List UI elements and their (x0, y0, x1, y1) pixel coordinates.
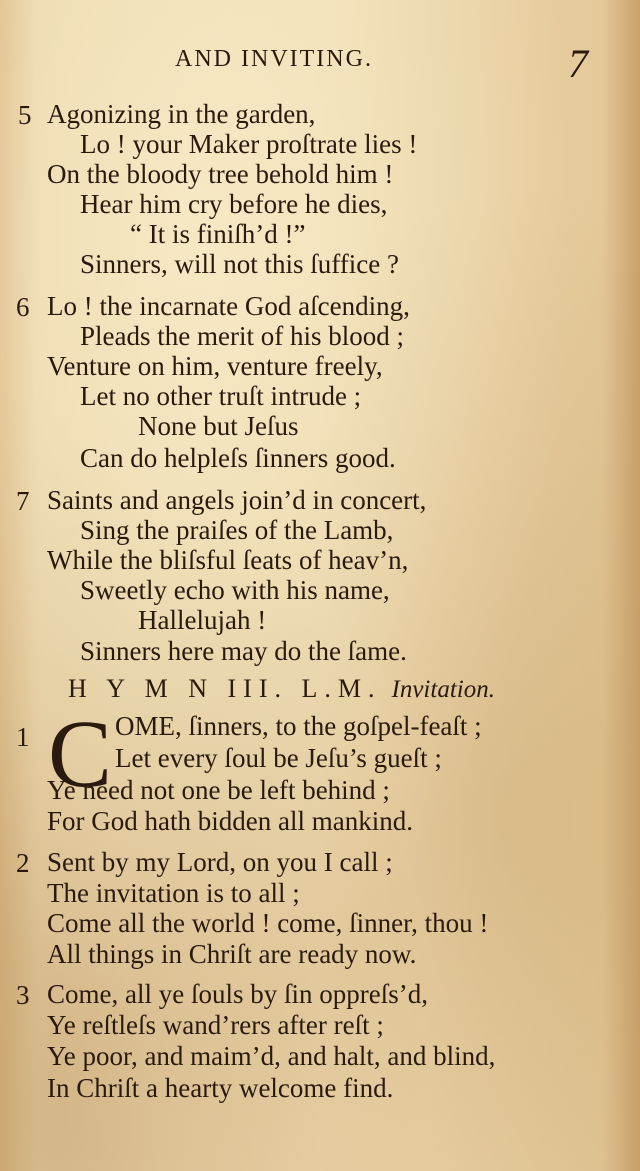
hymn-title: H Y M N III. L.M. (68, 674, 382, 703)
verse-line: OME, ſinners, to the goſpel-feaſt ; (115, 711, 482, 741)
verse-line: Let every ſoul be Jeſu’s gueſt ; (115, 743, 442, 773)
verse-line: Come, all ye ſouls by ſin oppreſs’d, (47, 979, 428, 1009)
verse-line: Hallelujah ! (138, 605, 267, 635)
verse-number: 2 (16, 848, 30, 878)
drop-cap: C (48, 700, 113, 807)
verse-line: Ye poor, and maim’d, and halt, and blind, (47, 1041, 496, 1071)
verse-line: Pleads the merit of his blood ; (80, 321, 404, 351)
verse-number: 5 (18, 100, 32, 130)
verse-line: Can do helpleſs ſinners good. (80, 443, 396, 473)
page-number: 7 (568, 41, 588, 86)
hymn-heading (68, 674, 495, 704)
verse-line: Come all the world ! come, ſinner, thou ! (47, 908, 489, 938)
verse-line: Lo ! your Maker proſtrate lies ! (80, 129, 418, 159)
hymn-subtitle: Invitation. (391, 676, 495, 703)
verse-number: 3 (16, 980, 30, 1010)
verse-line: Hear him cry before he dies, (80, 189, 388, 219)
verse-line: Sweetly echo with his name, (80, 575, 390, 605)
verse-line: While the bliſsful ſeats of heav’n, (47, 545, 409, 575)
verse-line: The invitation is to all ; (47, 878, 300, 908)
verse-line: Venture on him, venture freely, (47, 351, 383, 381)
verse-line: Sent by my Lord, on you I call ; (47, 847, 393, 877)
verse-line: Agonizing in the garden, (47, 99, 316, 129)
verse-line: Lo ! the incarnate God aſcending, (47, 291, 410, 321)
verse-line: In Chriſt a hearty welcome find. (47, 1073, 394, 1103)
page-header (0, 41, 640, 86)
verse-line: For God hath bidden all mankind. (47, 806, 413, 836)
verse-number: 6 (16, 292, 30, 322)
verse-line: Ye reſtleſs wand’rers after reſt ; (47, 1010, 384, 1040)
verse-line: Sing the praiſes of the Lamb, (80, 515, 394, 545)
verse-line: Sinners here may do the ſame. (80, 636, 407, 666)
verse-number: 7 (16, 486, 30, 516)
verse-line: Ye need not one be left behind ; (47, 775, 390, 805)
verse-line: Saints and angels join’d in concert, (47, 485, 427, 515)
verse-line: Let no other truſt intrude ; (80, 381, 362, 411)
running-head: AND INVITING. (175, 46, 373, 72)
verse-line: Sinners, will not this ſuffice ? (80, 249, 399, 279)
verse-line: On the bloody tree behold him ! (47, 159, 394, 189)
verse-line: “ It is finiſh’d !” (130, 219, 306, 249)
verse-line: None but Jeſus (138, 411, 299, 441)
verse-line: All things in Chriſt are ready now. (47, 939, 417, 969)
verse-number: 1 (16, 722, 30, 752)
